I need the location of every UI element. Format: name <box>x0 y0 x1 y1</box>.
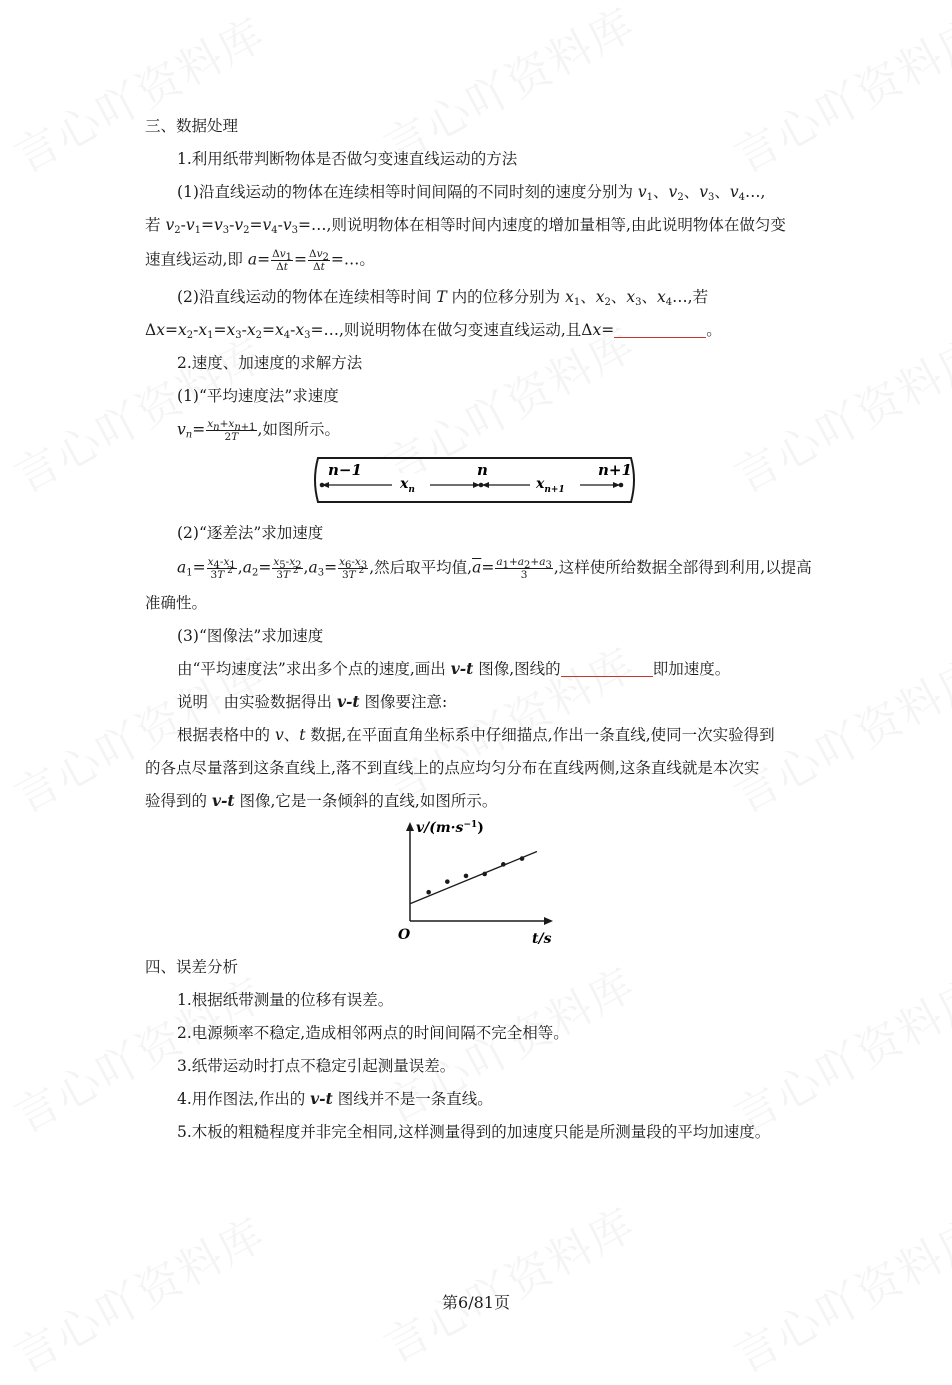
watermark <box>721 0 952 185</box>
x-axis-label: t/s <box>532 931 552 947</box>
data-point <box>445 879 450 884</box>
method-title: (2)“逐差法”求加速度 <box>177 524 324 542</box>
tape-label-mid: n <box>477 461 488 479</box>
paragraph-line: $\Delta x=x_2-x_1=x_3-x_2=x_4-x_3=\dots$,则说明物体在做匀变速直线运动,且Δx= 。 <box>145 321 722 341</box>
paragraph-line: 根据表格中的 v、t 数据,在平面直角坐标系中仔细描点,作出一条直线,使同一次实验得到 <box>177 726 775 744</box>
tape-dot <box>619 483 624 488</box>
tape-dot <box>320 483 325 488</box>
watermark <box>1 959 275 1145</box>
data-point <box>520 856 525 861</box>
paragraph-line: 验得到的 v-t 图像,它是一条倾斜的直线,如图所示。 <box>145 791 498 810</box>
formula-line: 速直线运动,即 a= $\frac{\Delta v_1}{\Delta t}$ = $\frac{\Delta v_2}{\Delta t}$ =…。 <box>145 248 375 273</box>
y-axis-label: v/(m·s <box>416 820 464 836</box>
origin-label: O <box>398 927 411 943</box>
error-item: 4.用作图法,作出的 v-t 图线并不是一条直线。 <box>177 1089 493 1108</box>
paragraph-line: (2)沿直线运动的物体在连续相等时间 T 内的位移分别为 $x_1$、$x_2$、$x_3$、$x_4\dots$,若 <box>177 288 709 308</box>
page-number: 第6/81页 <box>442 1293 510 1312</box>
paragraph-line: 由“平均速度法”求出多个点的速度,画出 v-t 图像,图线的 即加速度。 <box>177 659 731 678</box>
answer-blank[interactable] <box>614 321 706 338</box>
method-title: (3)“图像法”求加速度 <box>177 627 324 645</box>
section-title: 四、误差分析 <box>145 958 239 976</box>
paragraph-line: 的各点尽量落到这条直线上,落不到直线上的点应均匀分布在直线两侧,这条直线就是本次实 <box>145 759 760 777</box>
tape-x1-sub: n <box>408 485 415 495</box>
paragraph-line: (1)沿直线运动的物体在连续相等时间间隔的不同时刻的速度分别为 $v_1$、$v_2$、$v_3$、$v_4\dots$, <box>177 183 766 203</box>
formula-line: $a_1=$ $\frac{x_4-x_1}{3T ^2}$ $,a_2=$ $\frac{x_5-x_2}{3T ^2}$ $,a_3=$ $\frac{x_6-x_3}{3T ^2}$ ,然后取平均值$,\overline{a}=$ $\frac{a_1+a_2+a_3}{3}$ ,这样使所给数据全部得到利用,以提高 <box>177 556 812 581</box>
y-axis-close: ) <box>477 820 484 836</box>
formula-line: $v_n=$ $\frac{x_n+x_{n+1}}{2T}$ ,如图所示。 <box>177 418 340 443</box>
answer-blank[interactable] <box>561 660 653 677</box>
section-title: 三、数据处理 <box>145 117 239 135</box>
watermark <box>721 959 952 1145</box>
method-title: (1)“平均速度法”求速度 <box>177 387 339 405</box>
watermark <box>1 319 275 505</box>
vt-graph <box>390 815 590 950</box>
error-item: 3.纸带运动时打点不稳定引起测量误差。 <box>177 1057 456 1075</box>
paper-tape-diagram <box>308 455 638 505</box>
watermark <box>721 319 952 505</box>
tape-label-right: n+1 <box>598 461 632 479</box>
paragraph-line: 准确性。 <box>145 594 208 612</box>
error-item: 5.木板的粗糙程度并非完全相同,这样测量得到的加速度只能是所测量段的平均加速度。 <box>177 1123 771 1141</box>
data-point <box>482 872 487 877</box>
tape-label-left: n−1 <box>328 461 362 479</box>
error-item: 2.电源频率不稳定,造成相邻两点的时间间隔不完全相等。 <box>177 1024 569 1042</box>
y-axis-sup: −1 <box>463 820 478 830</box>
subheading: 1.利用纸带判断物体是否做匀变速直线运动的方法 <box>177 150 518 168</box>
subheading: 2.速度、加速度的求解方法 <box>177 354 363 372</box>
tape-x2: x <box>536 476 545 492</box>
data-point <box>501 862 506 867</box>
tape-dot <box>479 483 484 488</box>
error-item: 1.根据纸带测量的位移有误差。 <box>177 991 394 1009</box>
tape-x2-sub: n+1 <box>544 485 565 495</box>
fit-line <box>410 851 537 903</box>
svg-text:v/(m·s−1) <box>416 820 484 836</box>
paragraph-line: 若 $v_2-v_1=v_3-v_2=v_4-v_3=\dots$,则说明物体在相等时间内速度的增加量相等,由此说明物体在做匀变 <box>145 216 786 236</box>
tape-x1: x <box>400 476 409 492</box>
watermark <box>371 629 645 815</box>
note-line: 说明 由实验数据得出 v-t 图像要注意: <box>177 692 448 711</box>
watermark <box>371 1189 645 1375</box>
data-point <box>426 890 431 895</box>
data-point <box>464 874 469 879</box>
